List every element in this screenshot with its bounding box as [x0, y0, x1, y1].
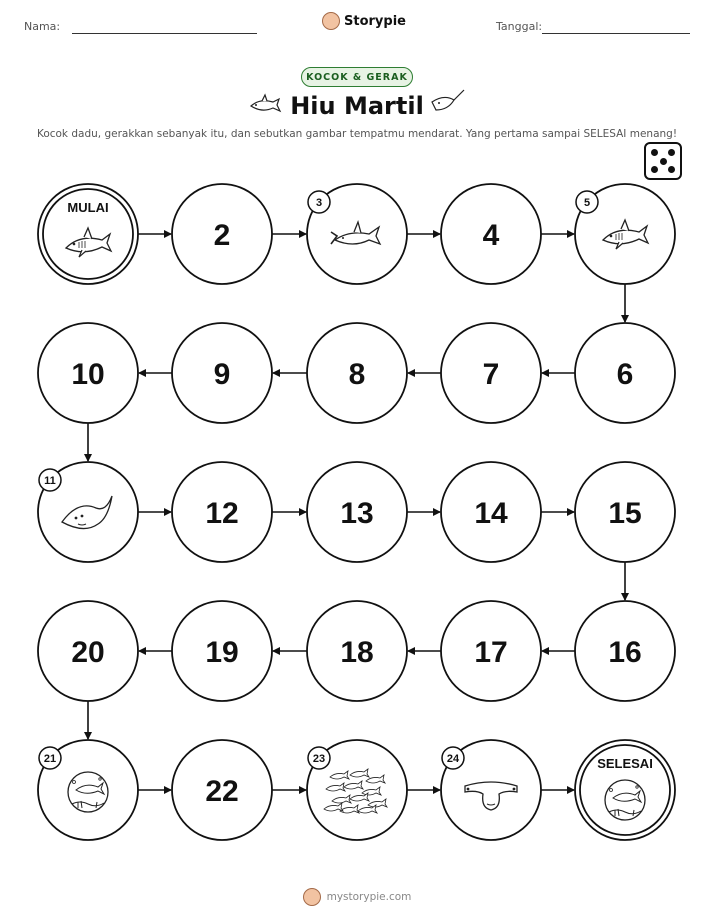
board-space-8[interactable]: [307, 323, 407, 423]
space-number: 18: [340, 636, 374, 669]
space-number-badge: 21: [43, 753, 57, 765]
brand-name: Storypie: [344, 13, 406, 29]
space-number: 13: [340, 497, 374, 530]
board-space-24[interactable]: [441, 740, 541, 840]
storypie-icon: [303, 888, 321, 906]
board-space-9[interactable]: [172, 323, 272, 423]
board-space-10[interactable]: [38, 323, 138, 423]
space-number: 16: [608, 636, 642, 669]
board-space-14[interactable]: [441, 462, 541, 562]
space-number: 8: [348, 358, 366, 391]
board-space-3[interactable]: [307, 184, 407, 284]
footer-url[interactable]: mystorypie.com: [326, 891, 412, 903]
space-number: 15: [608, 497, 642, 530]
board-space-25[interactable]: [575, 740, 675, 840]
space-number: 17: [474, 636, 508, 669]
board-space-6[interactable]: [575, 323, 675, 423]
footer: [0, 888, 714, 906]
board-space-13[interactable]: [307, 462, 407, 562]
board-space-18[interactable]: [307, 601, 407, 701]
space-number: 12: [205, 497, 239, 530]
space-number: 4: [482, 219, 500, 252]
board-space-21[interactable]: [38, 740, 138, 840]
board-space-7[interactable]: [441, 323, 541, 423]
board-space-19[interactable]: [172, 601, 272, 701]
space-number: 7: [482, 358, 500, 391]
board-space-1[interactable]: [38, 184, 138, 284]
ocean-scene-icon: [68, 772, 108, 812]
instructions: Kocok dadu, gerakkan sebanyak itu, dan sebutkan gambar tempatmu mendarat. Yang pertama sampai SELESAI menang!: [36, 128, 678, 140]
board-space-20[interactable]: [38, 601, 138, 701]
space-number-badge: 23: [312, 753, 326, 765]
space-number: 20: [71, 636, 105, 669]
space-number-badge: 5: [583, 197, 591, 209]
name-label: Nama:: [24, 20, 61, 33]
board-space-12[interactable]: [172, 462, 272, 562]
space-number: 10: [71, 358, 105, 391]
board-space-22[interactable]: [172, 740, 272, 840]
board-space-2[interactable]: [172, 184, 272, 284]
date-label: Tanggal:: [496, 20, 543, 33]
board-space-5[interactable]: [575, 184, 675, 284]
space-number: 9: [213, 358, 231, 391]
finish-label: SELESAI: [597, 756, 653, 771]
board-space-16[interactable]: [575, 601, 675, 701]
space-number-badge: 24: [446, 753, 460, 765]
board-space-4[interactable]: [441, 184, 541, 284]
page-title: Hiu Martil: [290, 92, 424, 120]
board-space-17[interactable]: [441, 601, 541, 701]
board-space-11[interactable]: [38, 462, 138, 562]
space-number: 19: [205, 636, 239, 669]
space-number: 22: [205, 775, 239, 808]
start-label: MULAI: [67, 200, 109, 215]
space-number: 2: [213, 219, 231, 252]
space-number-badge: 3: [315, 197, 323, 209]
ocean-scene-icon: [605, 780, 645, 820]
board-space-15[interactable]: [575, 462, 675, 562]
space-number: 6: [616, 358, 634, 391]
space-number: 14: [474, 497, 508, 530]
space-number-badge: 11: [44, 475, 56, 487]
board-space-23[interactable]: [307, 740, 407, 840]
activity-badge: KOCOK & GERAK: [301, 67, 413, 87]
